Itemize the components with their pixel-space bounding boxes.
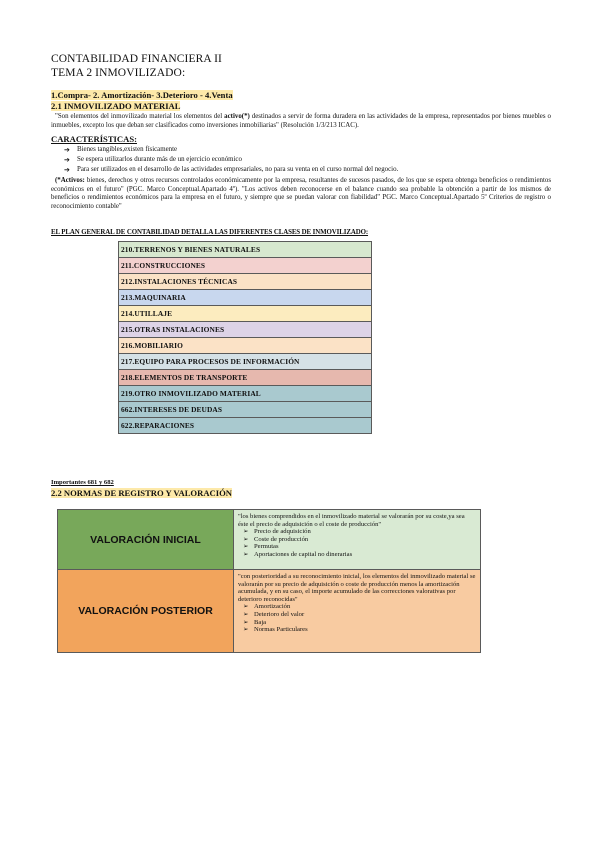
valuation-list-item: ➢ Amortización [243,603,291,611]
definition-text-1: "Son elementos del inmovilizado material los elementos del [55,113,225,120]
account-row [119,354,372,370]
arrow-icon: ➔ [64,166,70,174]
account-label: 216.MOBILIARIO [119,338,372,354]
account-row [119,258,372,274]
valuation-subsequent-list [238,603,476,633]
definition-text-2: destinados a servir de forma duradera en las actividades de la empresa, representados por bienes muebles o inmuebles, excepto los que deban ser clasificados como inversiones inmobiliarias" (Resolución 1/3/213 ICAC). [51,113,551,129]
valuation-initial-row [58,510,481,570]
valuation-subsequent-quote: "con posterioridad a su reconocimiento inicial, los elementos del inmovilizado material se valorarán por su precio de adquisición o coste de producción menos la amortización acumulada, y en su caso, el importe acumulado de las correcciones valorativas por deterioro reconocidas" [238,573,476,603]
valuation-list-item: ➢ Coste de producción [243,535,309,543]
valuation-subsequent-label: VALORACIÓN POSTERIOR [58,570,234,653]
important-note: Importantes 681 y 682 [51,479,114,486]
section-2-1-title: 2.1 INMOVILIZADO MATERIAL [51,101,181,111]
valuation-table [57,509,481,653]
account-label: 211.CONSTRUCCIONES [119,258,372,274]
plan-title: EL PLAN GENERAL DE CONTABILIDAD DETALLA LAS DIFERENTES CLASES DE INMOVILIZADO: [51,229,369,236]
account-label: 215.OTRAS INSTALACIONES [119,322,372,338]
chevron-bullet-icon: ➢ [243,610,249,618]
account-row [119,306,372,322]
activos-note-bold: (*Activos: [55,177,85,184]
valuation-initial-quote: "los bienes comprendidos en el inmovilizado material se valorarán por su coste,ya sea éste el precio de adquisición o el coste de producción" [238,513,465,528]
topic-title: TEMA 2 INMOVILIZADO: [51,67,186,79]
account-row [119,338,372,354]
valuation-list-item: ➢ Permutas [243,543,279,551]
account-row [119,322,372,338]
valuation-initial-label: VALORACIÓN INICIAL [58,510,234,570]
characteristic-item: ➔ Se espera utilizarlos durante más de un ejercicio económico [64,156,242,164]
account-label: 213.MAQUINARIA [119,290,372,306]
chevron-bullet-icon: ➢ [243,626,249,634]
characteristics-title: CARACTERÍSTICAS: [51,134,137,144]
chevron-bullet-icon: ➢ [243,550,249,558]
account-label: 214.UTILLAJE [119,306,372,322]
accounts-table [118,241,372,434]
valuation-list-item: ➢ Precio de adquisición [243,528,311,536]
arrow-icon: ➔ [64,146,70,154]
definition-paragraph [51,113,551,130]
section-2-2-title: 2.2 NORMAS DE REGISTRO Y VALORACIÓN [51,488,232,498]
account-row [119,242,372,258]
characteristic-item: ➔ Bienes tangibles,existen físicamente [64,146,178,154]
chevron-bullet-icon: ➢ [243,528,249,536]
characteristic-item: ➔ Para ser utilizados en el desarrollo de las actividades empresariales, no para su venta en el curso normal del negocio. [64,166,399,174]
account-label: 212.INSTALACIONES TÉCNICAS [119,274,372,290]
chevron-bullet-icon: ➢ [243,618,249,626]
valuation-list-item: ➢ Aportaciones de capital no dinerarias [243,550,353,558]
account-label: 622.REPARACIONES [119,418,372,434]
account-row [119,386,372,402]
account-row [119,290,372,306]
chevron-bullet-icon: ➢ [243,603,249,611]
valuation-subsequent-text [234,570,481,653]
valuation-initial-list [238,528,476,558]
chevron-bullet-icon: ➢ [243,543,249,551]
account-row [119,402,372,418]
account-label: 219.OTRO INMOVILIZADO MATERIAL [119,386,372,402]
definition-bold: activo(*) [224,113,250,120]
course-title: CONTABILIDAD FINANCIERA II [51,53,222,65]
valuation-initial-text [234,510,481,570]
account-label: 210.TERRENOS Y BIENES NATURALES [119,242,372,258]
valuation-list-item: ➢ Baja [243,618,267,626]
valuation-subsequent-row [58,570,481,653]
activos-note-text: bienes, derechos y otros recursos controlados económicamente por la empresa, resultantes de sucesos pasados, de los que se espera obtenga beneficios o rendimientos económicos en el futuro" (PGC. Marco Conceptual.Apartado 4º). "Los activos deben reconocerse en el balance cuando sea probable la obtención a partir de los mismos de beneficios o rendimientos económicos para la empresa en el futuro, y siempre que se puedan valorar con fiabilidad" PGC. Marco Conceptual.Apartado 5º Criterios de registro o reconocimiento contable" [51,177,551,210]
account-row [119,274,372,290]
chevron-bullet-icon: ➢ [243,535,249,543]
valuation-list-item: ➢ Normas Particulares [243,626,308,634]
valuation-list-item: ➢ Deterioro del valor [243,610,305,618]
account-row [119,418,372,434]
activos-note [51,177,551,211]
sections-line: 1.Compra- 2. Amortización- 3.Deterioro - 4.Venta [51,90,233,100]
account-label: 217.EQUIPO PARA PROCESOS DE INFORMACIÓN [119,354,372,370]
account-row [119,370,372,386]
account-label: 218.ELEMENTOS DE TRANSPORTE [119,370,372,386]
account-label: 662.INTERESES DE DEUDAS [119,402,372,418]
arrow-icon: ➔ [64,156,70,164]
